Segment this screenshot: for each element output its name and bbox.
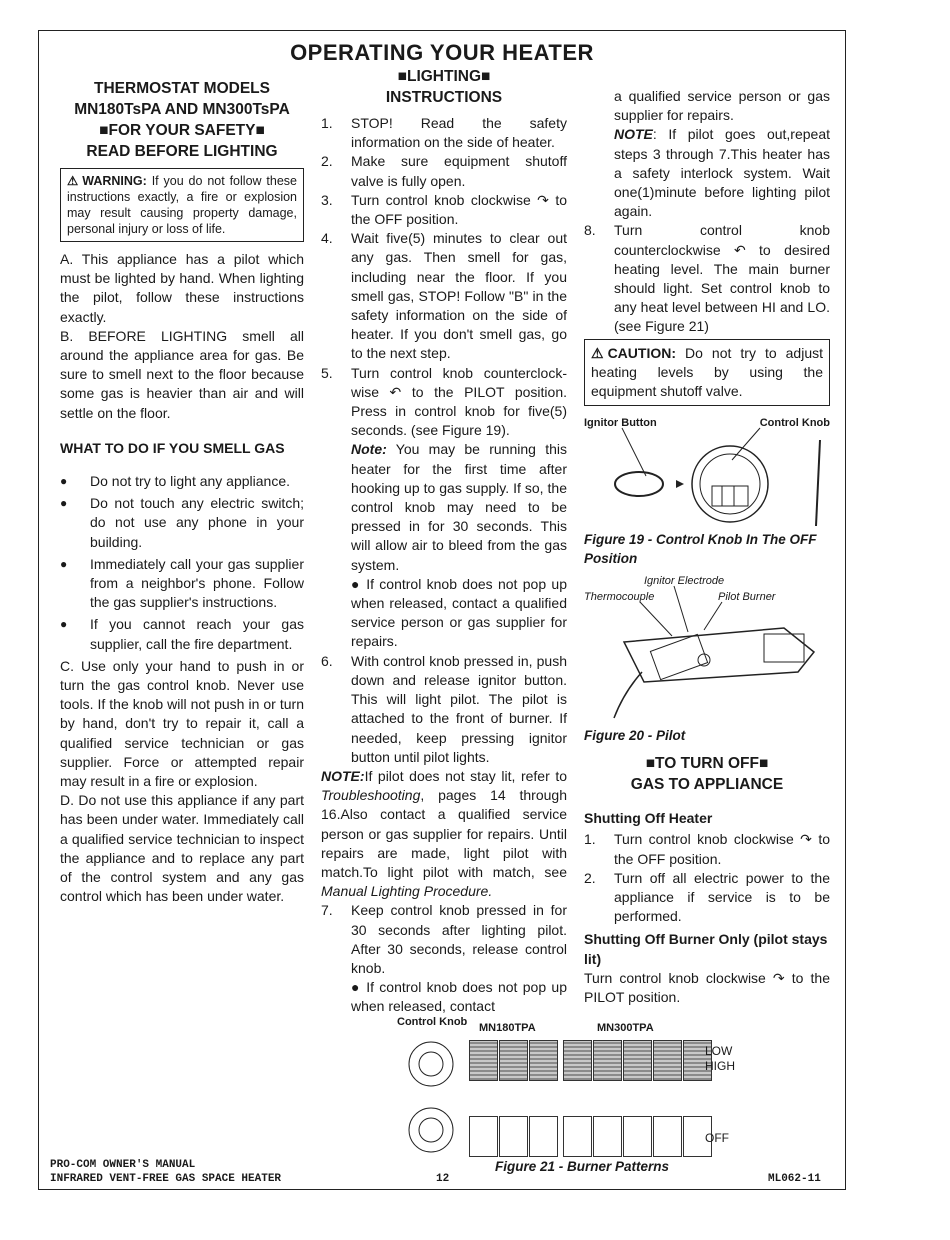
warning-box (60, 168, 304, 242)
bullet-icon: ● (60, 496, 68, 511)
step-5: 5. Turn control knob counterclock- wise ↶ to the PILOT position. Press in control knob for five(5) seconds. (see Figure 19). (321, 364, 567, 439)
shutting-off-burner-heading: Shutting Off Burner Only (pilot stays lit) (584, 931, 828, 967)
figure-20 (584, 572, 830, 722)
mn300tpa-label: MN300TPA (597, 1022, 654, 1034)
knob-icons (405, 1030, 475, 1180)
warning-text: If you do not follow these instructions exactly, a fire or explosion may result causing property damage, personal injury or loss of life. (67, 174, 297, 236)
para-a: A. This appliance has a pilot which must be lighted by hand. When lighting the pilot, follow these instructions exactly. (60, 251, 304, 325)
step-7: 7. Keep control knob pressed in for 30 seconds after lighting pilot. After 30 seconds, release control knob. (321, 902, 567, 976)
step-7-bullet: ● If control knob does not pop up when released, contact (351, 979, 567, 1015)
off-step-2: 2. Turn off all electric power to the appliance if service is to be performed. (584, 869, 830, 925)
footer-product: INFRARED VENT-FREE GAS SPACE HEATER (50, 1173, 282, 1185)
control-knob-diagram (584, 414, 830, 526)
pilot-diagram (584, 572, 830, 722)
step-7-continued: a qualified service person or gas supplier for repairs. (614, 88, 830, 124)
note-relight: NOTE: If pilot goes out,repeat steps 3 through 7.This heater has a safety interlock system. Wait one(1)minute before lighting pilot again. (614, 126, 830, 220)
step-3: 3. Turn control knob clockwise ↷ to the OFF position. (321, 191, 567, 228)
mn300-high-pattern (563, 1040, 713, 1081)
off-step-1: 1. Turn control knob clockwise ↷ to the OFF position. (584, 831, 830, 867)
column-middle (321, 66, 567, 1017)
step-4: 4. Wait five(5) minutes to clear out any gas. Then smell for gas, including near the floor. If you smell gas, STOP! Follow "B" in the safety information on the side of heater. If you don't smell gas, go to the next step. (321, 230, 567, 362)
models-heading: THERMOSTAT MODELS (94, 80, 270, 97)
figure-19 (584, 414, 830, 526)
mn300-off-pattern (563, 1116, 713, 1157)
turn-off-heading-2: GAS TO APPLIANCE (630, 776, 784, 794)
control-knob-label-2: Control Knob (397, 1016, 468, 1028)
ignitor-button-label: Ignitor Button (584, 416, 657, 429)
lighting-heading-2: INSTRUCTIONS (385, 89, 503, 106)
step-5-note: Note: You may be running this heater for the first time after hooking up to gas supply. If so, the control knob may need to be pressed in for 30 seconds. This will allow air to bleed from the gas system. (351, 441, 567, 573)
bullet-icon: ● (60, 474, 68, 489)
bullet-icon: ● (60, 617, 68, 632)
shutting-off-heater-heading: Shutting Off Heater (584, 810, 713, 827)
bullet-icon: ● (351, 979, 367, 996)
page-number: 12 (436, 1173, 450, 1185)
mn180-off-pattern (469, 1116, 559, 1157)
page-frame (38, 30, 846, 1190)
warning-icon: ⚠ (67, 174, 79, 188)
figure-21-caption: Figure 21 - Burner Patterns (495, 1159, 670, 1174)
bullet-icon: ● (60, 556, 68, 571)
para-b: B. BEFORE LIGHTING smell all around the appliance area for gas. Be sure to smell next to the floor because some gas is heavier than air and will settle on the floor. (60, 327, 304, 421)
para-d: D. Do not use this appliance if any part has been under water. Immediately call a qualified service technician to inspect the appliance and to replace any part of the control system and any gas control which has been under water. (60, 792, 304, 905)
list-item: ● If you cannot reach your gas supplier, call the fire department. (60, 615, 304, 653)
list-item: ● Do not touch any electric switch; do not use any phone in your building. (60, 494, 304, 552)
document-code: ML062-11 (768, 1173, 821, 1185)
mn180-high-pattern (469, 1040, 559, 1081)
pilot-burner-label: Pilot Burner (718, 591, 776, 604)
shutting-off-burner-text: Turn control knob clockwise ↷ to the PILOT position. (584, 969, 830, 1006)
para-c: C. Use only your hand to push in or turn the gas control knob. Never use tools. If the knob will not push in or turn by hand, don't try to repair it, call a qualified service technician or gas supplier. Force or attempted repair may result in a fire or explosion. (60, 657, 304, 790)
thermocouple-label: Thermocouple (584, 591, 655, 604)
figure-20-caption: Figure 20 - Pilot (584, 728, 686, 744)
caution-text: Do not try to adjust heating levels by using the equipment shutoff valve. (591, 344, 823, 399)
control-knob-label: Control Knob (759, 416, 830, 429)
turn-off-heading: ■TO TURN OFF■ (645, 755, 769, 773)
note-troubleshooting: NOTE:If pilot does not stay lit, refer to Troubleshooting, pages 14 through 16.Also contact a qualified service person or gas supplier for repairs. Until repairs are made, light pilot with match.To light pilot with match, see Manual Lighting Procedure. (321, 767, 567, 900)
list-item: ● Do not try to light any appliance. (60, 472, 304, 491)
step-6: 6. With control knob pressed in, push down and release ignitor button. This will light pilot. The pilot is attached to the front of burner. If needed, keep pressing ignitor button until pilot lights. (321, 652, 567, 765)
caution-icon: ⚠ (591, 344, 604, 361)
step-1: 1. STOP! Read the safety information on the side of heater. (321, 115, 567, 151)
caution-box (584, 339, 830, 406)
step-8: 8. Turn control knob counterclockwise ↶ to desired heating level. The main burner should light. Set control knob to any heat level between HI and LO.(see Figure 21) (584, 222, 830, 335)
models-heading-2: MN180TsPA AND MN300TsPA (74, 101, 290, 118)
ignitor-electrode-label: Ignitor Electrode (644, 575, 725, 588)
figure-19-caption: Figure 19 - Control Knob In The OFF Position (584, 531, 817, 566)
column-left (60, 78, 304, 907)
off-label: OFF (705, 1131, 729, 1145)
list-item: ● Immediately call your gas supplier from a neighbor's phone. Follow the gas supplier's instructions. (60, 555, 304, 613)
page-title: OPERATING YOUR HEATER (290, 40, 594, 65)
bullet-icon: ● (351, 575, 367, 592)
high-label: HIGH (705, 1059, 735, 1073)
safety-heading-2: READ BEFORE LIGHTING (86, 143, 278, 160)
smell-gas-heading: WHAT TO DO IF YOU SMELL GAS (60, 439, 285, 456)
figure-21 (395, 1016, 735, 1176)
safety-heading: ■FOR YOUR SAFETY■ (99, 122, 265, 139)
warning-label: WARNING: (82, 174, 147, 188)
lighting-heading: ■LIGHTING■ (397, 68, 491, 85)
column-right (584, 87, 830, 1007)
mn180tpa-label: MN180TPA (479, 1022, 536, 1034)
footer-manual: PRO-COM OWNER'S MANUAL (50, 1159, 196, 1171)
step-5-bullet: ● If control knob does not pop up when released, contact a qualified service person or gas supplier for repairs. (351, 575, 567, 650)
step-2: 2. Make sure equipment shutoff valve is fully open. (321, 153, 567, 189)
caution-label: CAUTION: (607, 344, 676, 361)
low-label: LOW (705, 1044, 733, 1058)
